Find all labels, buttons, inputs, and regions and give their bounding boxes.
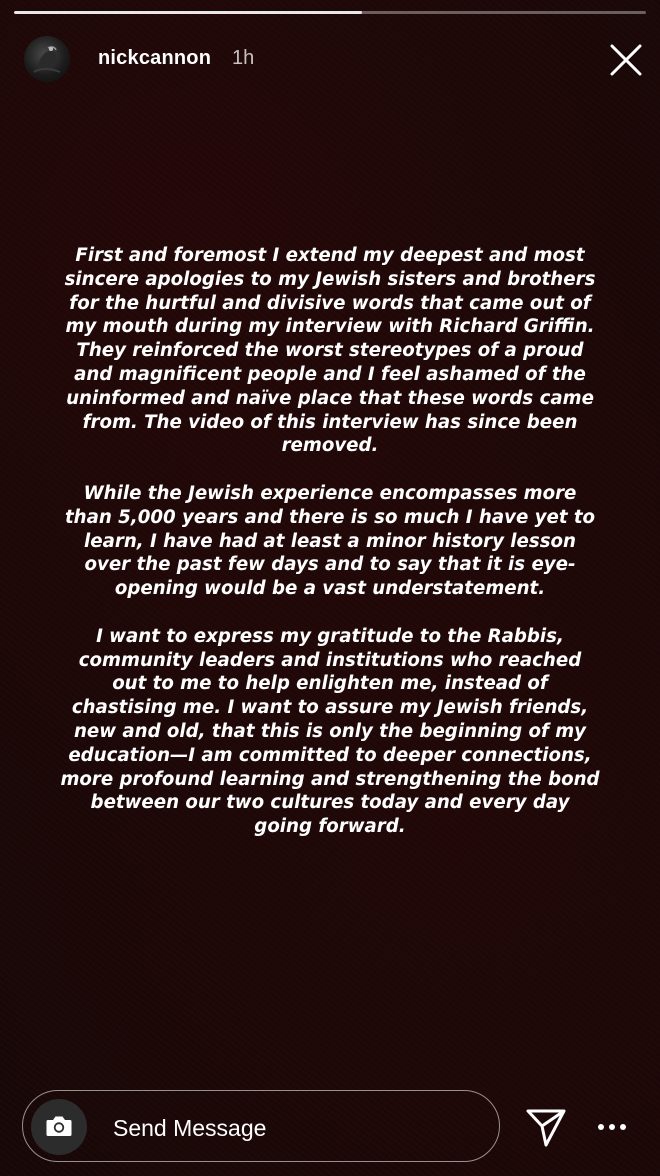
avatar[interactable] bbox=[24, 36, 70, 82]
send-message-input[interactable] bbox=[22, 1090, 500, 1162]
story-paragraph: While the Jewish experience encompasses more than 5,000 years and there is so much I have yet to learn, I have had at least a minor history lesson over the past few days and to say that it is eye-opening would be a vast understatement. bbox=[64, 482, 596, 600]
avatar-icon bbox=[24, 36, 70, 82]
story-text bbox=[60, 244, 600, 863]
story-paragraph: I want to express my gratitude to the Rabbis, community leaders and institutions who reached out to me to help enlighten me, instead of chastising me. I want to assure my Jewish friends, new and old, that this is only the beginning of my education—I am committed to deeper connections, more profound learning and strengthening the bond between our two cultures today and every day going forward. bbox=[60, 625, 600, 838]
camera-button[interactable] bbox=[31, 1099, 87, 1155]
send-icon bbox=[524, 1105, 568, 1149]
story-progress-bar bbox=[14, 11, 646, 14]
camera-icon bbox=[45, 1114, 73, 1138]
close-icon bbox=[606, 40, 646, 80]
send-message-placeholder: Send Message bbox=[113, 1115, 267, 1141]
story-paragraph: First and foremost I extend my deepest and most sincere apologies to my Jewish sisters and brothers for the hurtful and divisive words that came out of my mouth during my interview with Richard Griffin. They reinforced the worst stereotypes of a proud and magnificent people and I feel ashamed of the uninformed and naïve place that these words came from. The video of this interview has since been removed. bbox=[64, 245, 596, 457]
story-progress-fill bbox=[14, 11, 362, 14]
more-options-button[interactable] bbox=[592, 1110, 632, 1144]
username[interactable]: nickcannon bbox=[98, 47, 212, 69]
send-button[interactable] bbox=[524, 1105, 568, 1149]
story-timestamp: 1h bbox=[232, 47, 255, 69]
more-icon bbox=[592, 1110, 632, 1144]
close-button[interactable] bbox=[606, 40, 646, 80]
